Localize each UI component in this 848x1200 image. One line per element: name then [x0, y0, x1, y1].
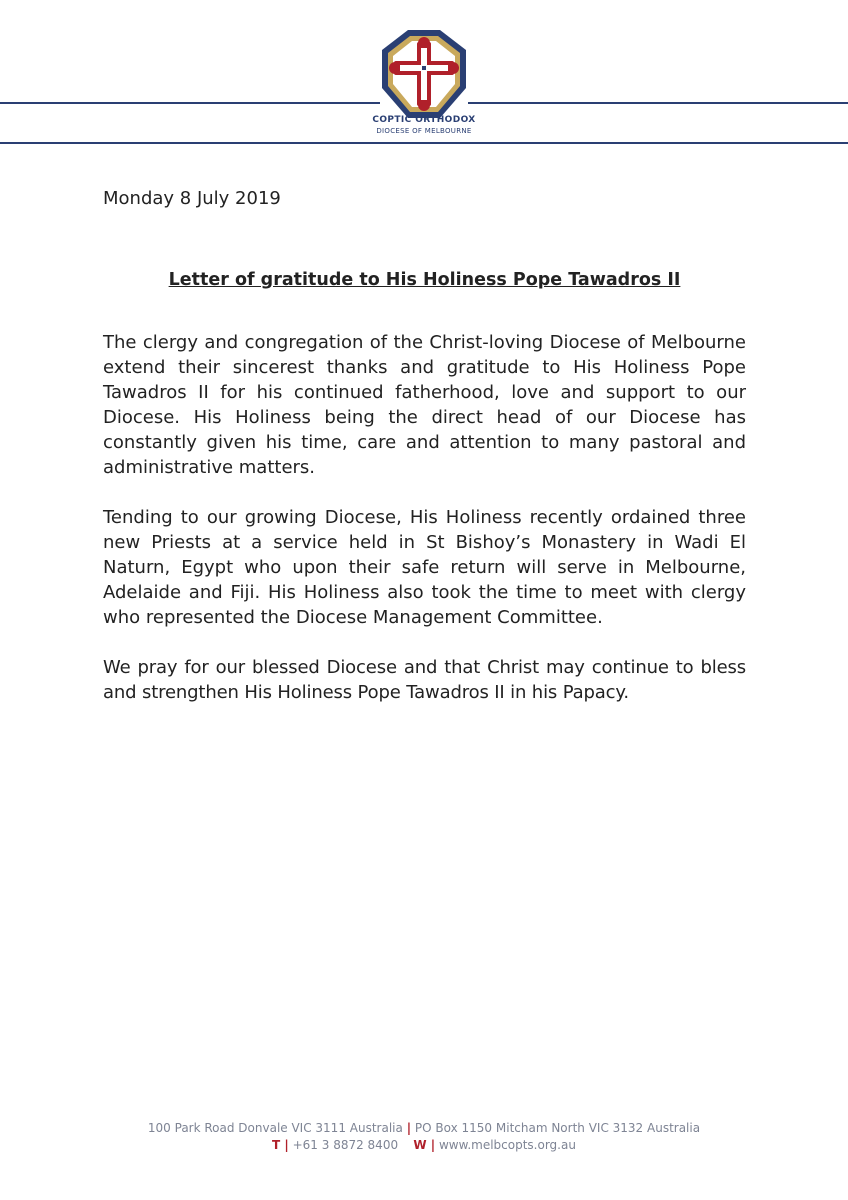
footer-address-line	[0, 1120, 848, 1137]
footer-separator: |	[406, 1121, 412, 1135]
paragraph-3: We pray for our blessed Diocese and that Christ may continue to bless and strengthen His Holiness Pope Tawadros II in his Papacy.	[103, 657, 746, 703]
letter-date: Monday 8 July 2019	[103, 188, 281, 209]
footer-website[interactable]: www.melbcopts.org.au	[438, 1138, 576, 1152]
header-rule-right	[468, 102, 848, 104]
paragraph-2: Tending to our growing Diocese, His Holiness recently ordained three new Priests at a service held in St Bishoy’s Monastery in Wadi El Naturn, Egypt who upon their safe return will serve in Melbourne, Adelaide and Fiji. His Holiness also took the time to meet with clergy who represented the Diocese Management Committee.	[103, 507, 746, 628]
org-subtitle: DIOCESE OF MELBOURNE	[376, 127, 472, 135]
footer-phone: +61 3 8872 8400	[292, 1138, 399, 1152]
footer-po-box: PO Box 1150 Mitcham North VIC 3132 Australia	[414, 1121, 701, 1135]
org-name: COPTIC ORTHODOX	[372, 115, 476, 125]
footer-address: 100 Park Road Donvale VIC 3111 Australia	[147, 1121, 403, 1135]
header-rule-left	[0, 102, 380, 104]
letter-title: Letter of gratitude to His Holiness Pope Tawadros II	[168, 270, 681, 290]
header-rule-bottom	[0, 142, 848, 144]
letterhead	[0, 0, 848, 150]
footer-contact-line	[0, 1137, 848, 1154]
letter-body	[103, 186, 746, 730]
web-label: W |	[413, 1138, 436, 1152]
paragraph-1: The clergy and congregation of the Christ-loving Diocese of Melbourne extend their sincerest thanks and gratitude to His Holiness Pope Tawadros II for his continued fatherhood, love and support to our Diocese. His Holiness being the direct head of our Diocese has constantly given his time, care and attention to many pastoral and administrative matters.	[103, 332, 746, 478]
phone-label: T |	[272, 1138, 289, 1152]
coptic-cross-icon	[378, 28, 470, 120]
letter-footer	[0, 1120, 848, 1154]
